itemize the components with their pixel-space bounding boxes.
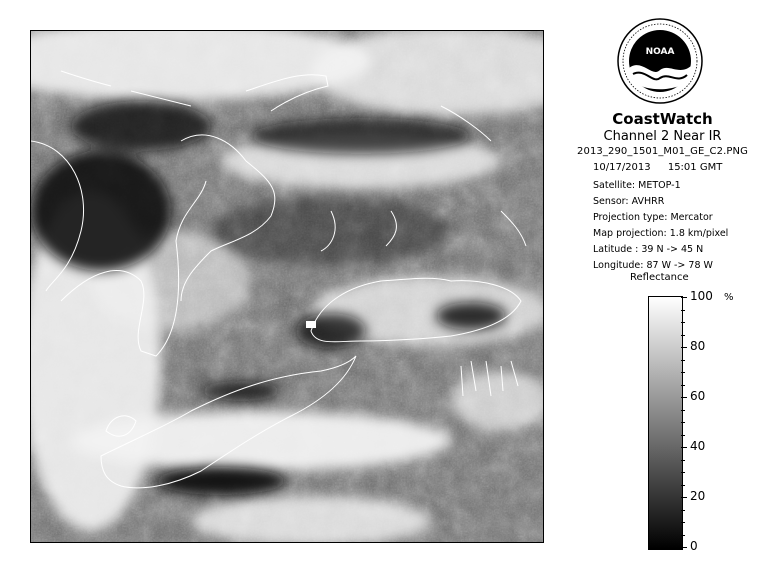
file-name: 2013_290_1501_M01_GE_C2.PNG: [577, 146, 748, 157]
scale-minor-tick: [681, 360, 685, 361]
scale-tick: [681, 397, 687, 398]
scale-tick: [681, 447, 687, 448]
scale-minor-tick: [681, 322, 685, 323]
satellite-image: [30, 30, 544, 543]
noaa-logo-icon: [617, 18, 703, 104]
scale-minor-tick: [681, 460, 685, 461]
scale-minor-tick: [681, 435, 685, 436]
scale-tick-label: 80: [690, 339, 706, 353]
logo-text: NOAA: [645, 47, 675, 57]
meta-map-projection: [593, 228, 728, 239]
scale-tick-label: 0: [690, 539, 698, 553]
meta-value: 39 N -> 45 N: [641, 244, 704, 255]
reflectance-map: [31, 31, 543, 542]
scale-tick-label: 40: [690, 439, 706, 453]
time-label: 15:01 GMT: [667, 162, 723, 173]
meta-label: Latitude :: [593, 244, 639, 255]
date-time-row: [593, 162, 736, 173]
scale-tick: [681, 347, 687, 348]
meta-value: 1.8 km/pixel: [669, 228, 729, 239]
meta-label: Longitude:: [593, 260, 644, 271]
scale-unit: %: [724, 292, 734, 303]
scale-minor-tick: [681, 472, 685, 473]
meta-label: Sensor:: [593, 196, 629, 207]
meta-longitude: [593, 260, 713, 271]
scale-tick-label: 60: [690, 389, 706, 403]
scale-tick: [681, 497, 687, 498]
meta-label: Satellite:: [593, 180, 636, 191]
scale-title: Reflectance: [630, 272, 689, 283]
meta-label: Projection type:: [593, 212, 668, 223]
scale-minor-tick: [681, 535, 685, 536]
scale-tick: [681, 547, 687, 548]
scale-minor-tick: [681, 510, 685, 511]
app-title: CoastWatch: [612, 110, 713, 128]
scale-tick-label: 100: [690, 289, 713, 303]
scale-minor-tick: [681, 410, 685, 411]
meta-projection-type: [593, 212, 713, 223]
scale-minor-tick: [681, 422, 685, 423]
meta-satellite: [593, 180, 681, 191]
meta-value: METOP-1: [638, 180, 681, 191]
meta-value: 87 W -> 78 W: [646, 260, 713, 271]
meta-label: Map projection:: [593, 228, 667, 239]
meta-sensor: [593, 196, 664, 207]
scale-tick: [681, 297, 687, 298]
meta-value: AVHRR: [631, 196, 665, 207]
scale-minor-tick: [681, 485, 685, 486]
scale-minor-tick: [681, 522, 685, 523]
meta-value: Mercator: [670, 212, 713, 223]
reflectance-color-bar: [648, 296, 683, 550]
channel-label: Channel 2 Near IR: [603, 129, 722, 144]
scale-minor-tick: [681, 310, 685, 311]
date-label: 10/17/2013: [593, 162, 651, 173]
scale-minor-tick: [681, 385, 685, 386]
scale-tick-label: 20: [690, 489, 706, 503]
scale-minor-tick: [681, 372, 685, 373]
scale-minor-tick: [681, 335, 685, 336]
meta-latitude: [593, 244, 703, 255]
